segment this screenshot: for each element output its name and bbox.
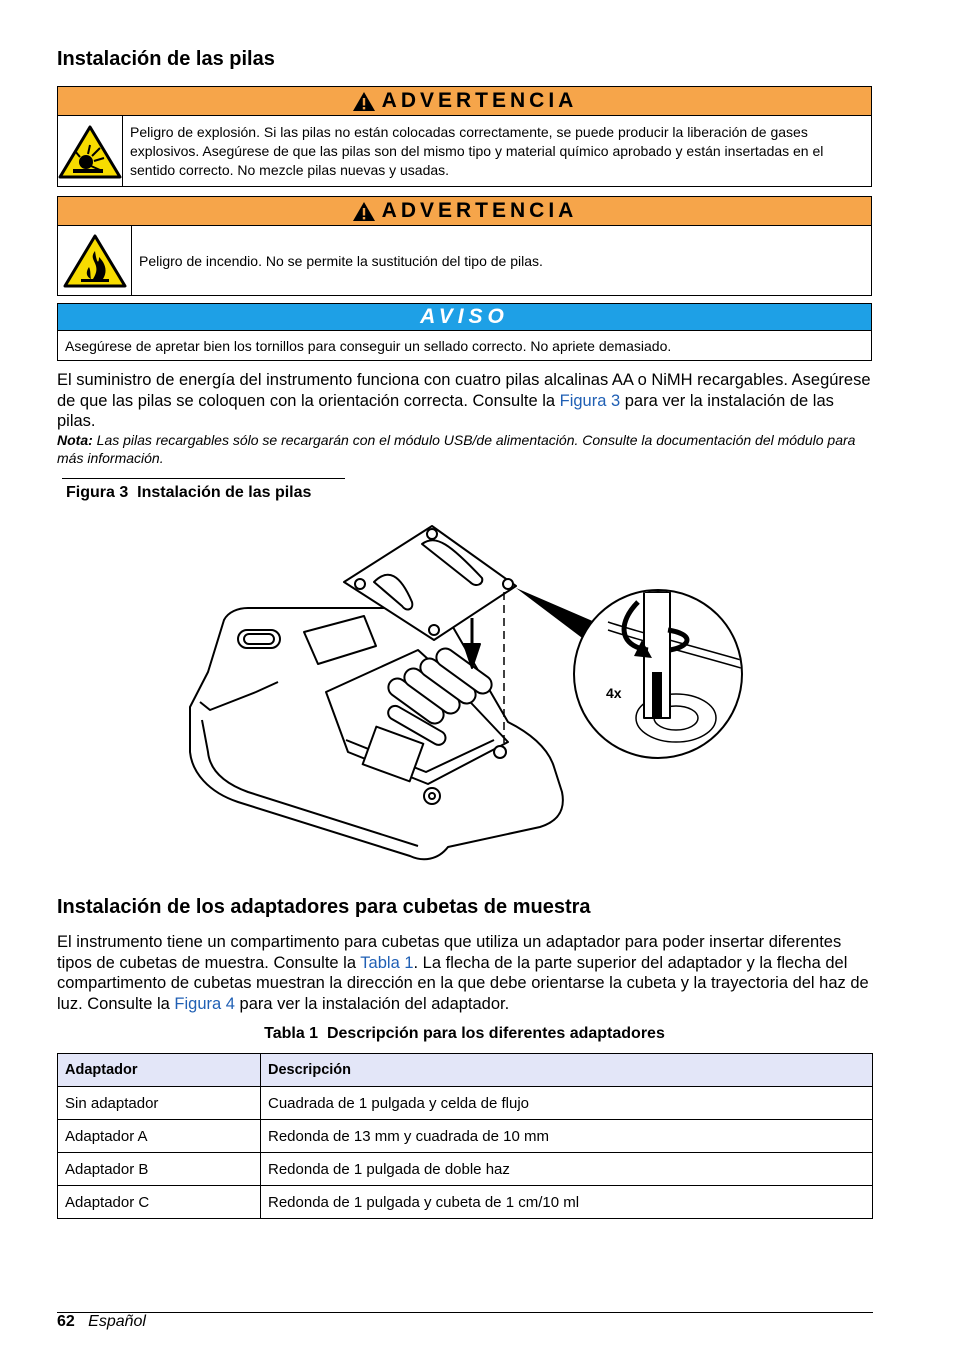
warning-box-explosion xyxy=(57,86,872,187)
adapter-paragraph xyxy=(57,932,872,1014)
table1-link[interactable]: Tabla 1 xyxy=(360,953,414,972)
warning-triangle-icon xyxy=(352,91,376,112)
adapter-table xyxy=(57,1053,873,1219)
footer-language: Español xyxy=(88,1313,146,1330)
section-title-adapters: Instalación de los adaptadores para cubetas de muestra xyxy=(57,896,591,918)
explosion-hazard-icon xyxy=(58,116,123,187)
warning-triangle-icon xyxy=(352,201,376,222)
table-row xyxy=(58,1087,873,1120)
table-row xyxy=(58,1153,873,1186)
battery-paragraph xyxy=(57,370,872,432)
warning-text-explosion: Peligro de explosión. Si las pilas no están colocadas correctamente, se puede producir la liberación de gases explosivos. Asegúrese de que las pilas son del mismo tipo y material químico aprobado y están insertadas en el sentido correcto. No mezcle pilas nuevas y usadas. xyxy=(130,124,824,178)
table-cell: Adaptador C xyxy=(58,1186,261,1219)
table-cell: Redonda de 13 mm y cuadrada de 10 mm xyxy=(261,1120,873,1153)
table-caption: Tabla 1 Descripción para los diferentes adaptadores xyxy=(264,1025,665,1042)
notice-box xyxy=(57,303,872,361)
paragraph-text: para ver la instalación de las pilas. xyxy=(57,391,834,430)
fire-hazard-icon xyxy=(58,226,132,296)
note-text: Las pilas recargables sólo se recargarán con el módulo USB/de alimentación. Consulte la documentación del módulo para más información. xyxy=(57,432,856,466)
paragraph-text: . La flecha de la parte superior del adaptador y la flecha del compartimento de cubetas muestran la dirección en la que debe orientarse la cubeta y la trayectoria del haz de luz. Consulte la xyxy=(57,953,869,1013)
table-row xyxy=(58,1120,873,1153)
paragraph-text: El suministro de energía del instrumento funciona con cuatro pilas alcalinas AA o NiMH recargables. Asegúrese de que las pilas se coloquen con la orientación correcta. Consulte la xyxy=(57,371,871,410)
warning-header-label: ADVERTENCIA xyxy=(381,199,578,222)
table-header-row xyxy=(58,1054,873,1087)
warning-header xyxy=(58,87,871,116)
warning-header xyxy=(58,197,871,226)
page-number: 62 xyxy=(57,1313,75,1330)
warning-box-fire xyxy=(57,196,872,296)
notice-text: Asegúrese de apretar bien los tornillos para conseguir un sellado correcto. No apriete demasiado. xyxy=(65,338,672,354)
table-header-cell: Descripción xyxy=(261,1054,873,1087)
warning-text-fire: Peligro de incendio. No se permite la sustitución del tipo de pilas. xyxy=(139,252,543,269)
warning-header-label: ADVERTENCIA xyxy=(381,89,578,112)
table-cell: Redonda de 1 pulgada y cubeta de 1 cm/10 ml xyxy=(261,1186,873,1219)
table-cell: Redonda de 1 pulgada de doble haz xyxy=(261,1153,873,1186)
paragraph-text: para ver la instalación del adaptador. xyxy=(234,994,510,1013)
figure4-link[interactable]: Figura 4 xyxy=(174,994,235,1013)
table-cell: Sin adaptador xyxy=(58,1087,261,1120)
table-cell: Cuadrada de 1 pulgada y celda de flujo xyxy=(261,1087,873,1120)
table-header-cell: Adaptador xyxy=(58,1054,261,1087)
note-label: Nota: xyxy=(57,432,93,448)
battery-installation-figure xyxy=(178,522,752,870)
table-cell: Adaptador B xyxy=(58,1153,261,1186)
figure3-link[interactable]: Figura 3 xyxy=(559,391,621,410)
note xyxy=(57,431,872,467)
paragraph-text: El instrumento tiene un compartimento para cubetas que utiliza un adaptador para poder insertar diferentes tipos de cubetas de muestra. Consulte la xyxy=(57,933,842,972)
figure-caption-rule xyxy=(62,478,345,479)
notice-header: AVISO xyxy=(58,304,871,331)
section-title-batteries: Instalación de las pilas xyxy=(57,48,275,70)
footer xyxy=(57,1313,146,1331)
table-cell: Adaptador A xyxy=(58,1120,261,1153)
figure-caption: Figura 3 Instalación de las pilas xyxy=(66,484,312,501)
callout-label: 4x xyxy=(606,685,622,701)
footer-rule xyxy=(57,1312,873,1313)
table-row xyxy=(58,1186,873,1219)
